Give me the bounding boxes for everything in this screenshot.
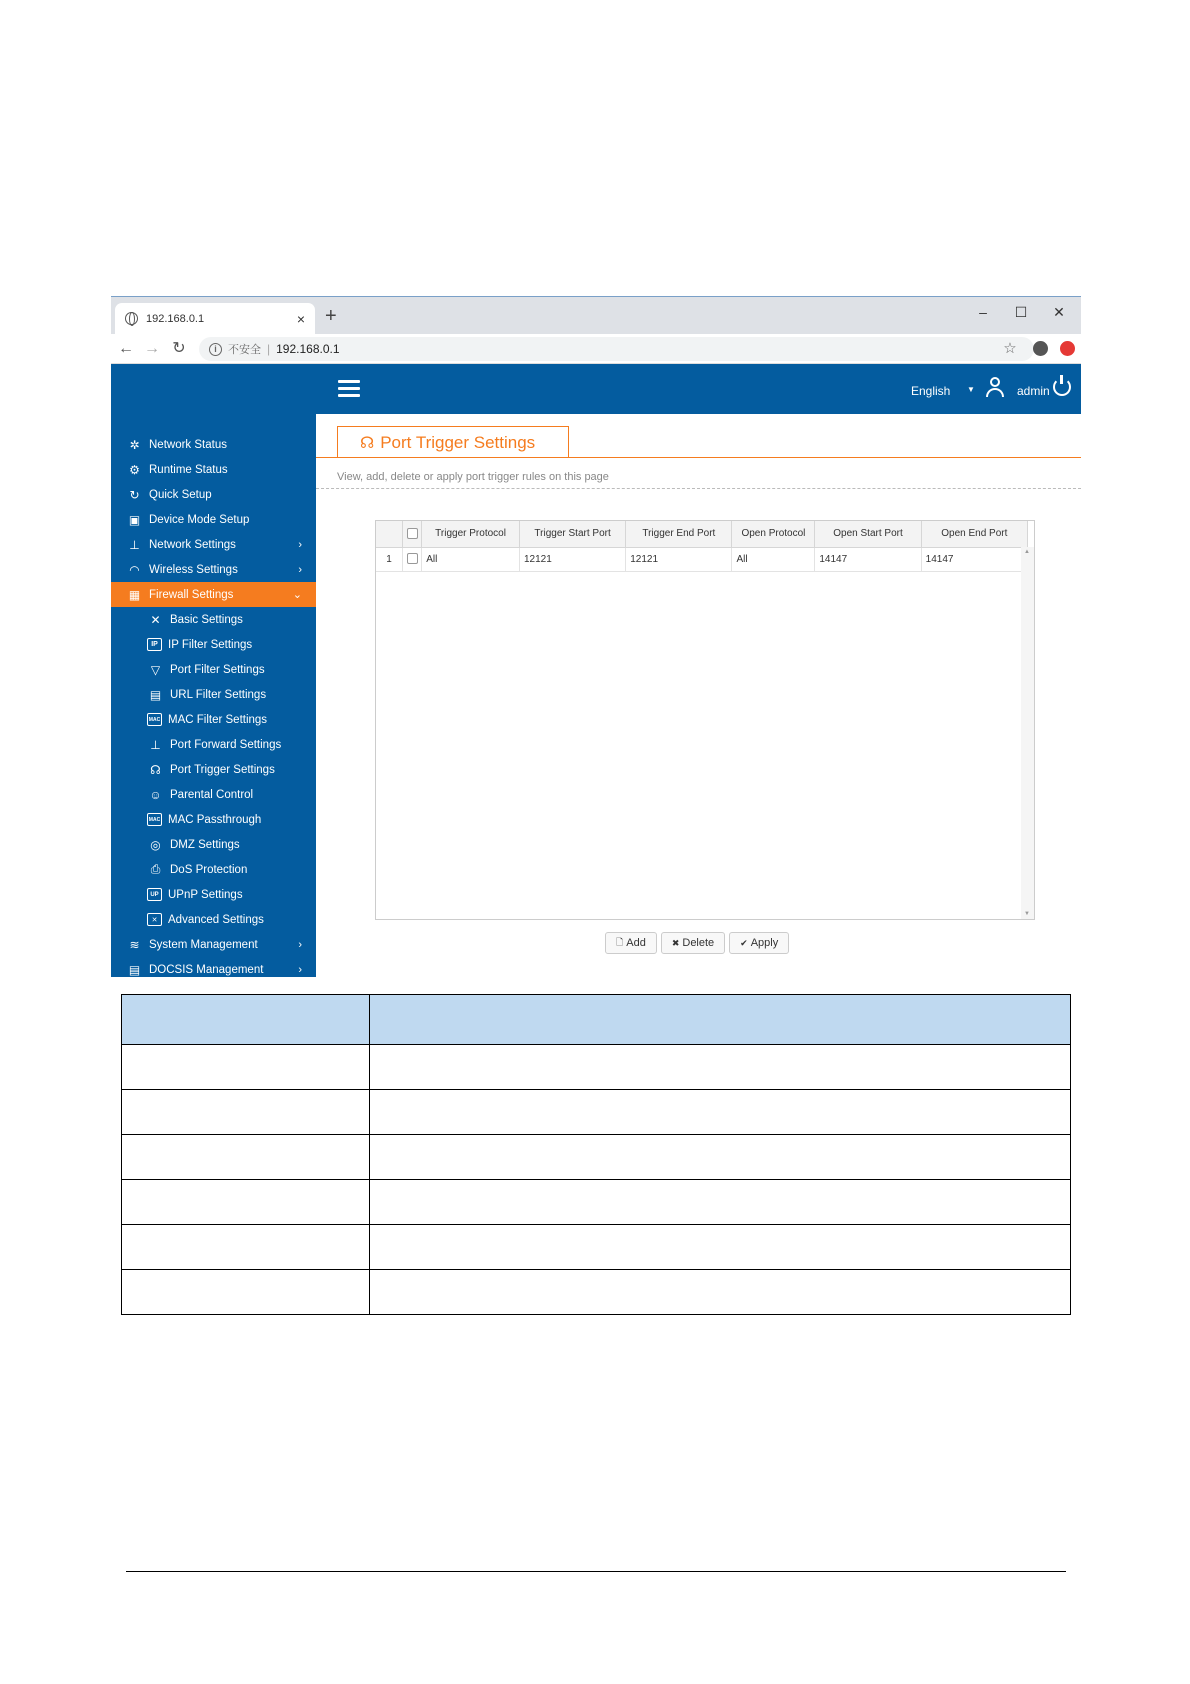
sidebar-item-advanced-settings[interactable] xyxy=(111,907,316,932)
logout-power-icon[interactable] xyxy=(1053,378,1071,396)
table-row xyxy=(122,1045,1071,1090)
table-row[interactable] xyxy=(376,547,1028,571)
column-header[interactable]: Open Start Port xyxy=(815,521,921,547)
sidebar-item-label: Device Mode Setup xyxy=(149,513,250,526)
sidebar-item-url-filter-settings[interactable] xyxy=(111,682,316,707)
mac-passthrough-icon: MAC xyxy=(147,813,162,826)
sidebar-item-port-forward-settings[interactable] xyxy=(111,732,316,757)
tab-title: 192.168.0.1 xyxy=(146,312,205,325)
cog-icon: ⚙ xyxy=(129,462,140,477)
cell-open-end-port: 14147 xyxy=(921,547,1027,571)
sidebar-item-label: Parental Control xyxy=(170,788,254,801)
table-cell xyxy=(122,995,370,1045)
layers-icon: ≋ xyxy=(129,937,140,952)
table-row xyxy=(122,1180,1071,1225)
table-row xyxy=(122,1270,1071,1315)
sidebar-item-label: Network Status xyxy=(149,438,227,451)
sidebar-item-network-settings[interactable] xyxy=(111,532,316,557)
sidebar-item-label: Wireless Settings xyxy=(149,563,238,576)
row-checkbox[interactable] xyxy=(407,553,418,564)
parameter-description-table xyxy=(121,994,1071,1315)
router-app xyxy=(111,364,1081,977)
chevron-right-icon: › xyxy=(298,938,302,951)
sidebar-item-label: Basic Settings xyxy=(170,613,243,626)
forward-button[interactable]: → xyxy=(144,340,160,357)
account-icon[interactable] xyxy=(1030,339,1050,359)
upnp-icon: UP xyxy=(147,888,162,901)
username[interactable]: admin xyxy=(1017,384,1050,398)
sidebar-item-label: URL Filter Settings xyxy=(170,688,267,701)
table-row xyxy=(122,1090,1071,1135)
reload-button[interactable]: ↻ xyxy=(172,340,186,357)
sidebar-item-label: MAC Passthrough xyxy=(168,813,262,826)
chevron-right-icon: › xyxy=(298,538,302,551)
chevron-down-icon[interactable]: ▼ xyxy=(967,385,975,394)
maximize-button[interactable]: ☐ xyxy=(1014,304,1028,320)
row-select xyxy=(403,547,422,571)
sidebar-item-label: System Management xyxy=(149,938,258,951)
add-button[interactable] xyxy=(605,932,657,954)
sidebar-item-port-filter-settings[interactable] xyxy=(111,657,316,682)
check-icon: ✔ xyxy=(740,937,748,948)
tab-underline xyxy=(316,457,1081,458)
sidebar-item-parental-control[interactable] xyxy=(111,782,316,807)
table-header-row xyxy=(122,995,1071,1045)
table-cell xyxy=(122,1225,370,1270)
sidebar-item-label: Firewall Settings xyxy=(149,588,234,601)
monitor-icon: ▣ xyxy=(128,512,141,527)
browser-window xyxy=(111,296,1081,976)
sidebar-item-label: DOCSIS Management xyxy=(149,963,264,976)
sidebar-item-wireless-settings[interactable] xyxy=(111,557,316,582)
delete-button[interactable] xyxy=(661,932,725,954)
cell-trigger-protocol: All xyxy=(422,547,520,571)
sidebar-item-label: Port Trigger Settings xyxy=(170,763,275,776)
dmz-icon: ◎ xyxy=(150,837,161,852)
sidebar-item-ip-filter-settings[interactable] xyxy=(111,632,316,657)
port-filter-icon: ▽ xyxy=(150,662,161,677)
mac-filter-icon: MAC xyxy=(147,713,162,726)
table-cell xyxy=(122,1090,370,1135)
sidebar-item-label: Quick Setup xyxy=(149,488,212,501)
sitemap-icon: ⊥ xyxy=(129,537,140,552)
sidebar-item-device-mode-setup[interactable] xyxy=(111,507,316,532)
sidebar-item-port-trigger-settings[interactable] xyxy=(111,757,316,782)
sidebar-item-runtime-status[interactable] xyxy=(111,457,316,482)
select-all-checkbox[interactable] xyxy=(407,528,418,539)
sidebar-item-dmz-settings[interactable] xyxy=(111,832,316,857)
table-row xyxy=(122,1225,1071,1270)
port-forward-icon: ⊥ xyxy=(150,737,161,752)
sidebar-item-label: Port Filter Settings xyxy=(170,663,265,676)
table-row xyxy=(122,1135,1071,1180)
url-text: 192.168.0.1 xyxy=(276,342,340,356)
table-cell xyxy=(370,1225,1071,1270)
port-trigger-icon: ☊ xyxy=(360,434,375,452)
scroll-down-icon[interactable]: ▼ xyxy=(1024,911,1030,917)
table-cell xyxy=(122,1270,370,1315)
page-title: Port Trigger Settings xyxy=(380,432,536,452)
table-cell xyxy=(370,1045,1071,1090)
sidebar-item-label: UPnP Settings xyxy=(168,888,243,901)
sidebar-item-label: MAC Filter Settings xyxy=(168,713,268,726)
row-number-header xyxy=(376,521,403,547)
firewall-icon: ▦ xyxy=(128,587,141,602)
cell-trigger-end-port: 12121 xyxy=(626,547,732,571)
globe-icon xyxy=(125,312,138,325)
sidebar-item-mac-filter-settings[interactable] xyxy=(111,707,316,732)
address-bar xyxy=(111,334,1081,364)
cell-open-protocol: All xyxy=(732,547,815,571)
select-all-header xyxy=(403,521,422,547)
table-cell xyxy=(122,1045,370,1090)
row-number: 1 xyxy=(376,547,403,571)
table-cell xyxy=(370,1090,1071,1135)
column-header[interactable]: Trigger End Port xyxy=(626,521,732,547)
table-cell xyxy=(122,1180,370,1225)
url-input[interactable] xyxy=(199,337,1034,361)
parental-icon: ☺ xyxy=(149,787,162,802)
tools-icon: ✕ xyxy=(150,612,161,627)
sidebar-item-upnp-settings[interactable] xyxy=(111,882,316,907)
sidebar-item-system-management[interactable] xyxy=(111,932,316,957)
sidebar-item-label: Network Settings xyxy=(149,538,236,551)
column-header[interactable]: Open End Port xyxy=(921,521,1027,547)
cell-trigger-start-port: 12121 xyxy=(519,547,625,571)
main-content xyxy=(316,414,1081,977)
column-header[interactable]: Trigger Start Port xyxy=(519,521,625,547)
port-trigger-table xyxy=(375,520,1035,920)
gears-icon: ✲ xyxy=(129,437,140,452)
column-header[interactable]: Open Protocol xyxy=(732,521,815,547)
docsis-icon: ▤ xyxy=(128,962,141,977)
sidebar-item-label: Advanced Settings xyxy=(168,913,264,926)
tab-strip xyxy=(111,297,1081,334)
vertical-scrollbar[interactable] xyxy=(1021,547,1034,919)
delete-label: Delete xyxy=(682,937,715,949)
language-select[interactable]: English xyxy=(911,384,951,398)
sidebar-item-label: DoS Protection xyxy=(170,863,248,876)
column-header[interactable]: Trigger Protocol xyxy=(422,521,520,547)
browser-tab[interactable] xyxy=(115,303,315,334)
sidebar-item-label: Port Forward Settings xyxy=(170,738,282,751)
back-button[interactable]: ← xyxy=(118,340,134,357)
tab-port-trigger-settings[interactable] xyxy=(337,426,569,458)
chevron-down-icon: ⌄ xyxy=(292,589,302,601)
top-bar xyxy=(111,364,1081,414)
apply-label: Apply xyxy=(750,937,779,949)
sidebar-item-mac-passthrough[interactable] xyxy=(111,807,316,832)
table-cell xyxy=(370,1180,1071,1225)
url-separator: | xyxy=(267,342,271,356)
table-header-row xyxy=(376,521,1028,547)
info-icon[interactable]: i xyxy=(209,343,222,356)
user-icon[interactable] xyxy=(985,377,1005,399)
table-cell xyxy=(370,1135,1071,1180)
chevron-right-icon: › xyxy=(298,563,302,576)
rss-icon: ◠ xyxy=(129,562,140,577)
divider xyxy=(316,488,1081,489)
sidebar-item-docsis-management[interactable] xyxy=(111,957,316,982)
cell-open-start-port: 14147 xyxy=(815,547,921,571)
file-icon: 🗋 xyxy=(616,937,624,947)
scroll-up-icon[interactable]: ▲ xyxy=(1024,549,1030,555)
refresh-icon: ↻ xyxy=(129,487,140,502)
minimize-button[interactable]: – xyxy=(979,304,987,320)
port-trigger-icon: ☊ xyxy=(150,762,161,777)
insecure-label: 不安全 xyxy=(228,344,261,356)
sidebar-item-network-status[interactable] xyxy=(111,432,316,457)
add-label: Add xyxy=(626,937,646,949)
sidebar-item-dos-protection[interactable] xyxy=(111,857,316,882)
table-cell xyxy=(370,1270,1071,1315)
sidebar-item-basic-settings[interactable] xyxy=(111,607,316,632)
sidebar-item-label: IP Filter Settings xyxy=(168,638,253,651)
footer-divider xyxy=(126,1571,1066,1572)
close-icon: ✖ xyxy=(671,937,680,948)
url-filter-icon: ▤ xyxy=(149,687,162,702)
sidebar xyxy=(111,414,316,977)
bookmark-star-icon[interactable]: ☆ xyxy=(1003,340,1017,357)
apply-button[interactable] xyxy=(729,932,789,954)
table-cell xyxy=(370,995,1071,1045)
chevron-right-icon: › xyxy=(298,963,302,976)
sidebar-item-quick-setup[interactable] xyxy=(111,482,316,507)
ip-filter-icon: IP xyxy=(147,638,162,651)
sidebar-item-label: DMZ Settings xyxy=(170,838,240,851)
window-close-button[interactable]: ✕ xyxy=(1053,304,1065,320)
new-tab-button[interactable]: + xyxy=(325,305,337,327)
extension-icon[interactable] xyxy=(1057,339,1077,359)
advanced-icon: ✕ xyxy=(147,913,162,926)
menu-toggle-icon[interactable] xyxy=(338,380,360,398)
action-buttons xyxy=(605,932,789,954)
sidebar-item-label: Runtime Status xyxy=(149,463,228,476)
table-cell xyxy=(122,1135,370,1180)
tab-close-icon[interactable]: × xyxy=(296,310,305,327)
sidebar-item-firewall-settings[interactable] xyxy=(111,582,316,607)
page-description: View, add, delete or apply port trigger rules on this page xyxy=(337,471,609,483)
dos-icon: ⎙ xyxy=(150,862,161,876)
